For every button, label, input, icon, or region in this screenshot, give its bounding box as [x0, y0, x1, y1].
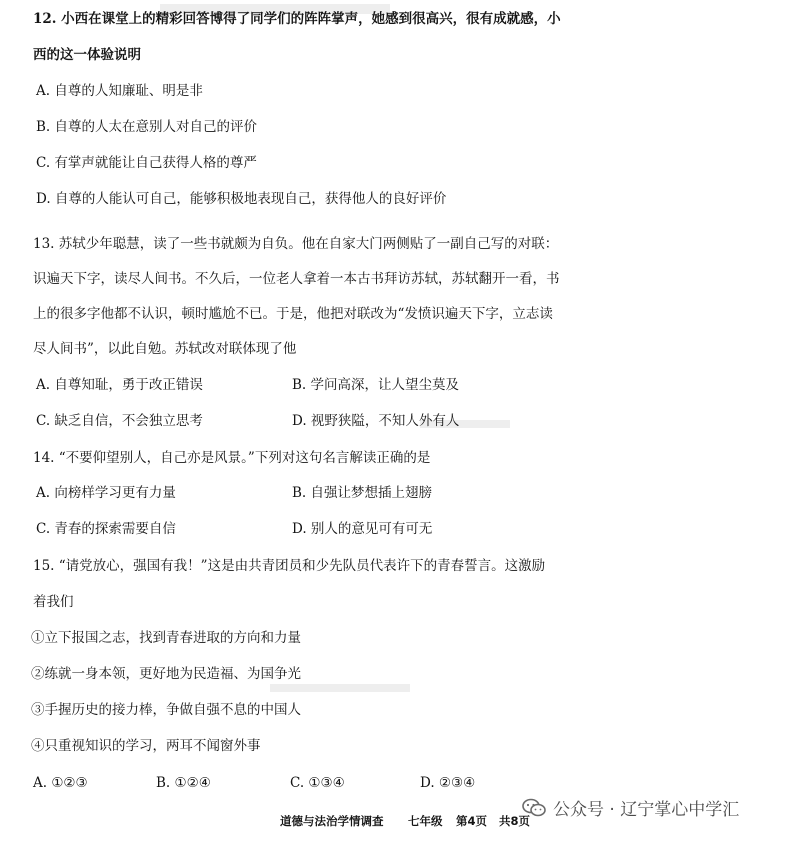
wechat-icon [522, 798, 546, 818]
q13-option-a: A. 自尊知耻，勇于改正错误 [36, 377, 203, 393]
q15-option-d: D. ②③④ [420, 775, 476, 791]
q15-option-b: B. ①②④ [156, 775, 211, 791]
q12-option-b: B. 自尊的人太在意别人对自己的评价 [36, 119, 258, 135]
footer-page: 第4页 [456, 814, 488, 828]
q13-stem-line4: 尽人间书”，以此自勉。苏轼改对联体现了他 [33, 341, 297, 357]
q12-option-c: C. 有掌声就能让自己获得人格的尊严 [36, 155, 257, 171]
q13-option-b: B. 学问高深，让人望尘莫及 [292, 377, 460, 393]
q15-item-4: ④只重视知识的学习，两耳不闻窗外事 [31, 738, 261, 754]
q14-option-b: B. 自强让梦想插上翅膀 [292, 485, 433, 501]
footer-grade: 七年级 [408, 814, 443, 828]
q13-option-c: C. 缺乏自信，不会独立思考 [36, 413, 203, 429]
q12-stem-line2: 西的这一体验说明 [33, 47, 141, 63]
q13-option-d: D. 视野狭隘，不知人外有人 [292, 413, 460, 429]
watermark-text: 公众号 · 辽宁掌心中学汇 [553, 800, 740, 820]
q14-stem: 14. “不要仰望别人，自己亦是风景。”下列对这句名言解读正确的是 [33, 450, 431, 466]
q15-item-1: ①立下报国之志，找到青春进取的方向和力量 [31, 630, 301, 646]
q15-item-3: ③手握历史的接力棒，争做自强不息的中国人 [31, 702, 301, 718]
watermark [522, 795, 739, 820]
q12-option-a: A. 自尊的人知廉耻、明是非 [36, 83, 203, 99]
q15-item-2: ②练就一身本领，更好地为民造福、为国争光 [31, 666, 301, 682]
q14-option-c: C. 青春的探索需要自信 [36, 521, 176, 537]
q13-stem-line1: 13. 苏轼少年聪慧，读了一些书就颇为自负。他在自家大门两侧贴了一副自己写的对联： [33, 236, 559, 252]
q15-option-a: A. ①②③ [33, 775, 88, 791]
q13-stem-line3: 上的很多字他都不认识，顿时尴尬不已。于是，他把对联改为“发愤识遍天下字，立志读 [33, 306, 553, 322]
footer-total: 共8页 [499, 814, 531, 828]
q15-stem-line1: 15. “请党放心，强国有我！”这是由共青团员和少先队员代表许下的青春誓言。这激励 [33, 558, 546, 574]
footer-subject: 道德与法治学情调查 [280, 814, 384, 828]
q14-option-a: A. 向榜样学习更有力量 [36, 485, 176, 501]
bleed-through-mark [270, 684, 410, 692]
q13-stem-line2: 识遍天下字，读尽人间书。不久后，一位老人拿着一本古书拜访苏轼，苏轼翻开一看，书 [33, 271, 560, 287]
q12-option-d: D. 自尊的人能认可自己，能够积极地表现自己，获得他人的良好评价 [36, 191, 447, 207]
q15-option-c: C. ①③④ [290, 775, 345, 791]
q15-stem-line2: 着我们 [33, 594, 74, 610]
q14-option-d: D. 别人的意见可有可无 [292, 521, 433, 537]
q12-stem-line1: 12. 小西在课堂上的精彩回答博得了同学们的阵阵掌声，她感到很高兴，很有成就感，小 [33, 11, 561, 27]
